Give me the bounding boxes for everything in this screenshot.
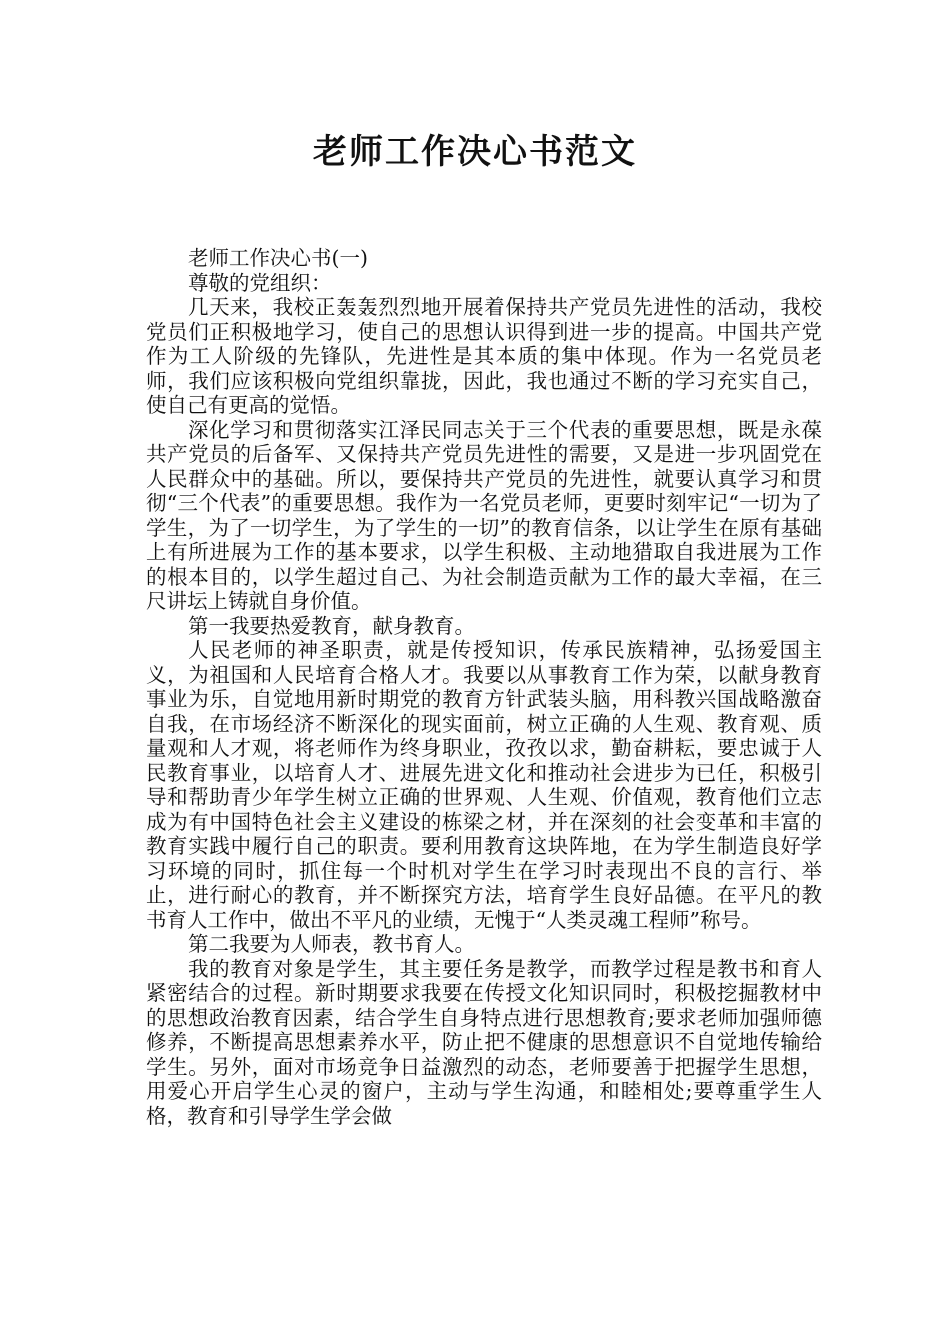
point-heading: 第二我要为人师表，教书育人。	[188, 932, 475, 956]
body-paragraph: 人民老师的神圣职责，就是传授知识，传承民族精神，弘扬爱国主义，为祖国和人民培育合格人才。我要以从事教育工作为荣，以献身教育事业为乐，自觉地用新时期党的教育方针武装头脑，用科教兴国战略激奋自我，在市场经济不断深化的现实面前，树立正确的人生观、教育观、质量观和人才观，将老师作为终身职业，孜孜以求，勤奋耕耘，要忠诚于人民教育事业，以培育人才、进展先进文化和推动社会进步为已任，积极引导和帮助青少年学生树立正确的世界观、人生观、价值观，教育他们立志成为有中国特色社会主义建设的栋梁之材，并在深刻的社会变革和丰富的教育实践中履行自己的职责。要利用教育这块阵地，在为学生制造良好学习环境的同时，抓住每一个时机对学生在学习时表现出不良的言行、举止，进行耐心的教育，并不断探究方法，培育学生良好品德。在平凡的教书育人工作中，做出不平凡的业绩，无愧于“人类灵魂工程师”称号。	[146, 638, 822, 932]
section-heading: 老师工作决心书(一)	[188, 246, 368, 270]
document-title: 老师工作决心书范文	[313, 132, 637, 172]
point-heading: 第一我要热爱教育，献身教育。	[188, 613, 475, 638]
salutation: 尊敬的党组织：	[188, 270, 332, 295]
body-paragraph: 我的教育对象是学生，其主要任务是教学，而教学过程是教书和育人紧密结合的过程。新时期要求我要在传授文化知识同时，积极挖掘教材中的思想政治教育因素，结合学生自身特点进行思想教育;要求老师加强师德修养，不断提高思想素养水平，防止把不健康的思想意识不自觉地传输给学生。另外，面对市场竞争日益激烈的动态，老师要善于把握学生思想，用爱心开启学生心灵的窗户，主动与学生沟通，和睦相处;要尊重学生人格，教育和引导学生学会做	[146, 956, 822, 1128]
body-paragraph: 深化学习和贯彻落实江泽民同志关于三个代表的重要思想，既是永葆共产党员的后备军、又保持共产党员先进性的需要，又是进一步巩固党在人民群众中的基础。所以，要保持共产党员的先进性，就要认真学习和贯彻“三个代表”的重要思想。我作为一名党员老师，更要时刻牢记“一切为了学生，为了一切学生，为了学生的一切”的教育信条，以让学生在原有基础上有所进展为工作的基本要求，以学生积极、主动地猎取自我进展为工作的根本目的，以学生超过自己、为社会制造贡献为工作的最大幸福，在三尺讲坛上铸就自身价值。	[146, 417, 822, 613]
body-paragraph: 几天来，我校正轰轰烈烈地开展着保持共产党员先进性的活动，我校党员们正积极地学习，使自己的思想认识得到进一步的提高。中国共产党作为工人阶级的先锋队，先进性是其本质的集中体现。作为一名党员老师，我们应该积极向党组织靠拢，因此，我也通过不断的学习充实自己，使自己有更高的觉悟。	[146, 295, 822, 417]
document-body	[146, 246, 822, 1128]
